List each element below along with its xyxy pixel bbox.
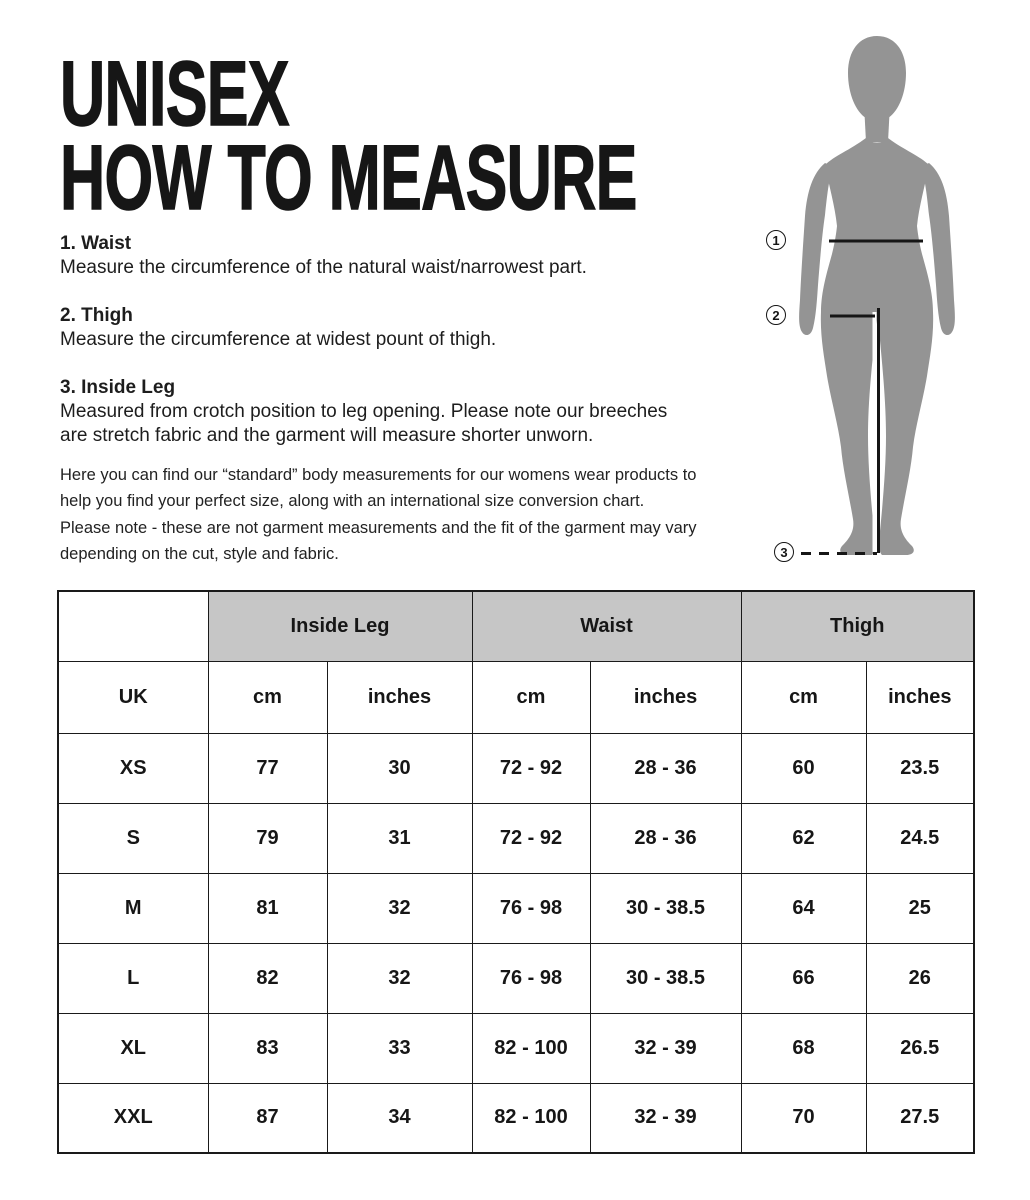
intro-paragraph xyxy=(60,462,697,568)
intro-line-2: help you find your perfect size, along with an international size conversion chart. xyxy=(60,492,645,511)
table-row-xxl xyxy=(58,1083,974,1153)
title-line-2: HOW TO MEASURE xyxy=(60,127,637,229)
cell-value: 32 xyxy=(327,943,472,1013)
group-header-inside-leg: Inside Leg xyxy=(208,591,472,661)
marker-3-label: 3 xyxy=(780,544,788,560)
table-sub-header-row xyxy=(58,661,974,733)
cell-value: 83 xyxy=(208,1013,327,1083)
cell-value: 77 xyxy=(208,733,327,803)
cell-value: 64 xyxy=(741,873,866,943)
section-thigh-heading: 2. Thigh xyxy=(60,305,133,326)
intro-line-4: depending on the cut, style and fabric. xyxy=(60,545,339,564)
section-waist-text: Measure the circumference of the natural waist/narrowest part. xyxy=(60,257,587,278)
body-silhouette-figure xyxy=(758,25,982,565)
cell-value: 28 - 36 xyxy=(590,733,741,803)
size-label: XS xyxy=(58,733,208,803)
section-waist-heading: 1. Waist xyxy=(60,233,132,254)
title-line-1: UNISEX xyxy=(60,43,289,145)
col-header-waist-inches: inches xyxy=(590,661,741,733)
table-row-s xyxy=(58,803,974,873)
table-row-xl xyxy=(58,1013,974,1083)
marker-2-label: 2 xyxy=(772,307,780,323)
section-inside-leg xyxy=(60,376,667,448)
section-thigh xyxy=(60,304,496,352)
size-label: M xyxy=(58,873,208,943)
table-row-m xyxy=(58,873,974,943)
cell-value: 66 xyxy=(741,943,866,1013)
cell-value: 79 xyxy=(208,803,327,873)
section-thigh-text: Measure the circumference at widest pount of thigh. xyxy=(60,329,497,350)
cell-value: 81 xyxy=(208,873,327,943)
section-inside-leg-text-2: are stretch fabric and the garment will measure shorter unworn. xyxy=(60,425,594,446)
cell-value: 25 xyxy=(866,873,974,943)
table-row-l xyxy=(58,943,974,1013)
size-label: XXL xyxy=(58,1083,208,1153)
cell-value: 87 xyxy=(208,1083,327,1153)
marker-circle-1 xyxy=(766,230,786,250)
intro-line-1: Here you can find our “standard” body measurements for our womens wear products to xyxy=(60,466,697,484)
group-header-waist: Waist xyxy=(472,591,741,661)
cell-value: 31 xyxy=(327,803,472,873)
cell-value: 72 - 92 xyxy=(472,733,590,803)
col-header-insideleg-cm: cm xyxy=(208,661,327,733)
cell-value: 30 - 38.5 xyxy=(590,943,741,1013)
section-inside-leg-text-1: Measured from crotch position to leg opening. Please note our breeches xyxy=(60,401,668,422)
col-header-insideleg-inches: inches xyxy=(327,661,472,733)
intro-line-3: Please note - these are not garment measurements and the fit of the garment may vary xyxy=(60,518,697,537)
blank-corner-cell xyxy=(58,591,208,661)
cell-value: 62 xyxy=(741,803,866,873)
size-label: XL xyxy=(58,1013,208,1083)
cell-value: 68 xyxy=(741,1013,866,1083)
cell-value: 28 - 36 xyxy=(590,803,741,873)
cell-value: 82 - 100 xyxy=(472,1013,590,1083)
cell-value: 72 - 92 xyxy=(472,803,590,873)
cell-value: 30 xyxy=(327,733,472,803)
marker-circle-3 xyxy=(774,542,794,562)
col-header-thigh-cm: cm xyxy=(741,661,866,733)
section-waist xyxy=(60,232,587,280)
marker-circle-2 xyxy=(766,305,786,325)
size-table xyxy=(57,590,975,1154)
col-header-thigh-inches: inches xyxy=(866,661,974,733)
cell-value: 32 xyxy=(327,873,472,943)
cell-value: 60 xyxy=(741,733,866,803)
cell-value: 70 xyxy=(741,1083,866,1153)
cell-value: 82 xyxy=(208,943,327,1013)
group-header-thigh: Thigh xyxy=(741,591,974,661)
cell-value: 34 xyxy=(327,1083,472,1153)
col-header-waist-cm: cm xyxy=(472,661,590,733)
cell-value: 30 - 38.5 xyxy=(590,873,741,943)
cell-value: 76 - 98 xyxy=(472,943,590,1013)
marker-1-label: 1 xyxy=(772,232,780,248)
cell-value: 82 - 100 xyxy=(472,1083,590,1153)
cell-value: 27.5 xyxy=(866,1083,974,1153)
section-inside-leg-heading: 3. Inside Leg xyxy=(60,377,176,398)
col-header-uk: UK xyxy=(58,661,208,733)
size-label: S xyxy=(58,803,208,873)
size-label: L xyxy=(58,943,208,1013)
cell-value: 76 - 98 xyxy=(472,873,590,943)
cell-value: 26 xyxy=(866,943,974,1013)
table-row-xs xyxy=(58,733,974,803)
cell-value: 23.5 xyxy=(866,733,974,803)
table-group-header-row xyxy=(58,591,974,661)
cell-value: 32 - 39 xyxy=(590,1083,741,1153)
cell-value: 32 - 39 xyxy=(590,1013,741,1083)
cell-value: 26.5 xyxy=(866,1013,974,1083)
cell-value: 24.5 xyxy=(866,803,974,873)
cell-value: 33 xyxy=(327,1013,472,1083)
